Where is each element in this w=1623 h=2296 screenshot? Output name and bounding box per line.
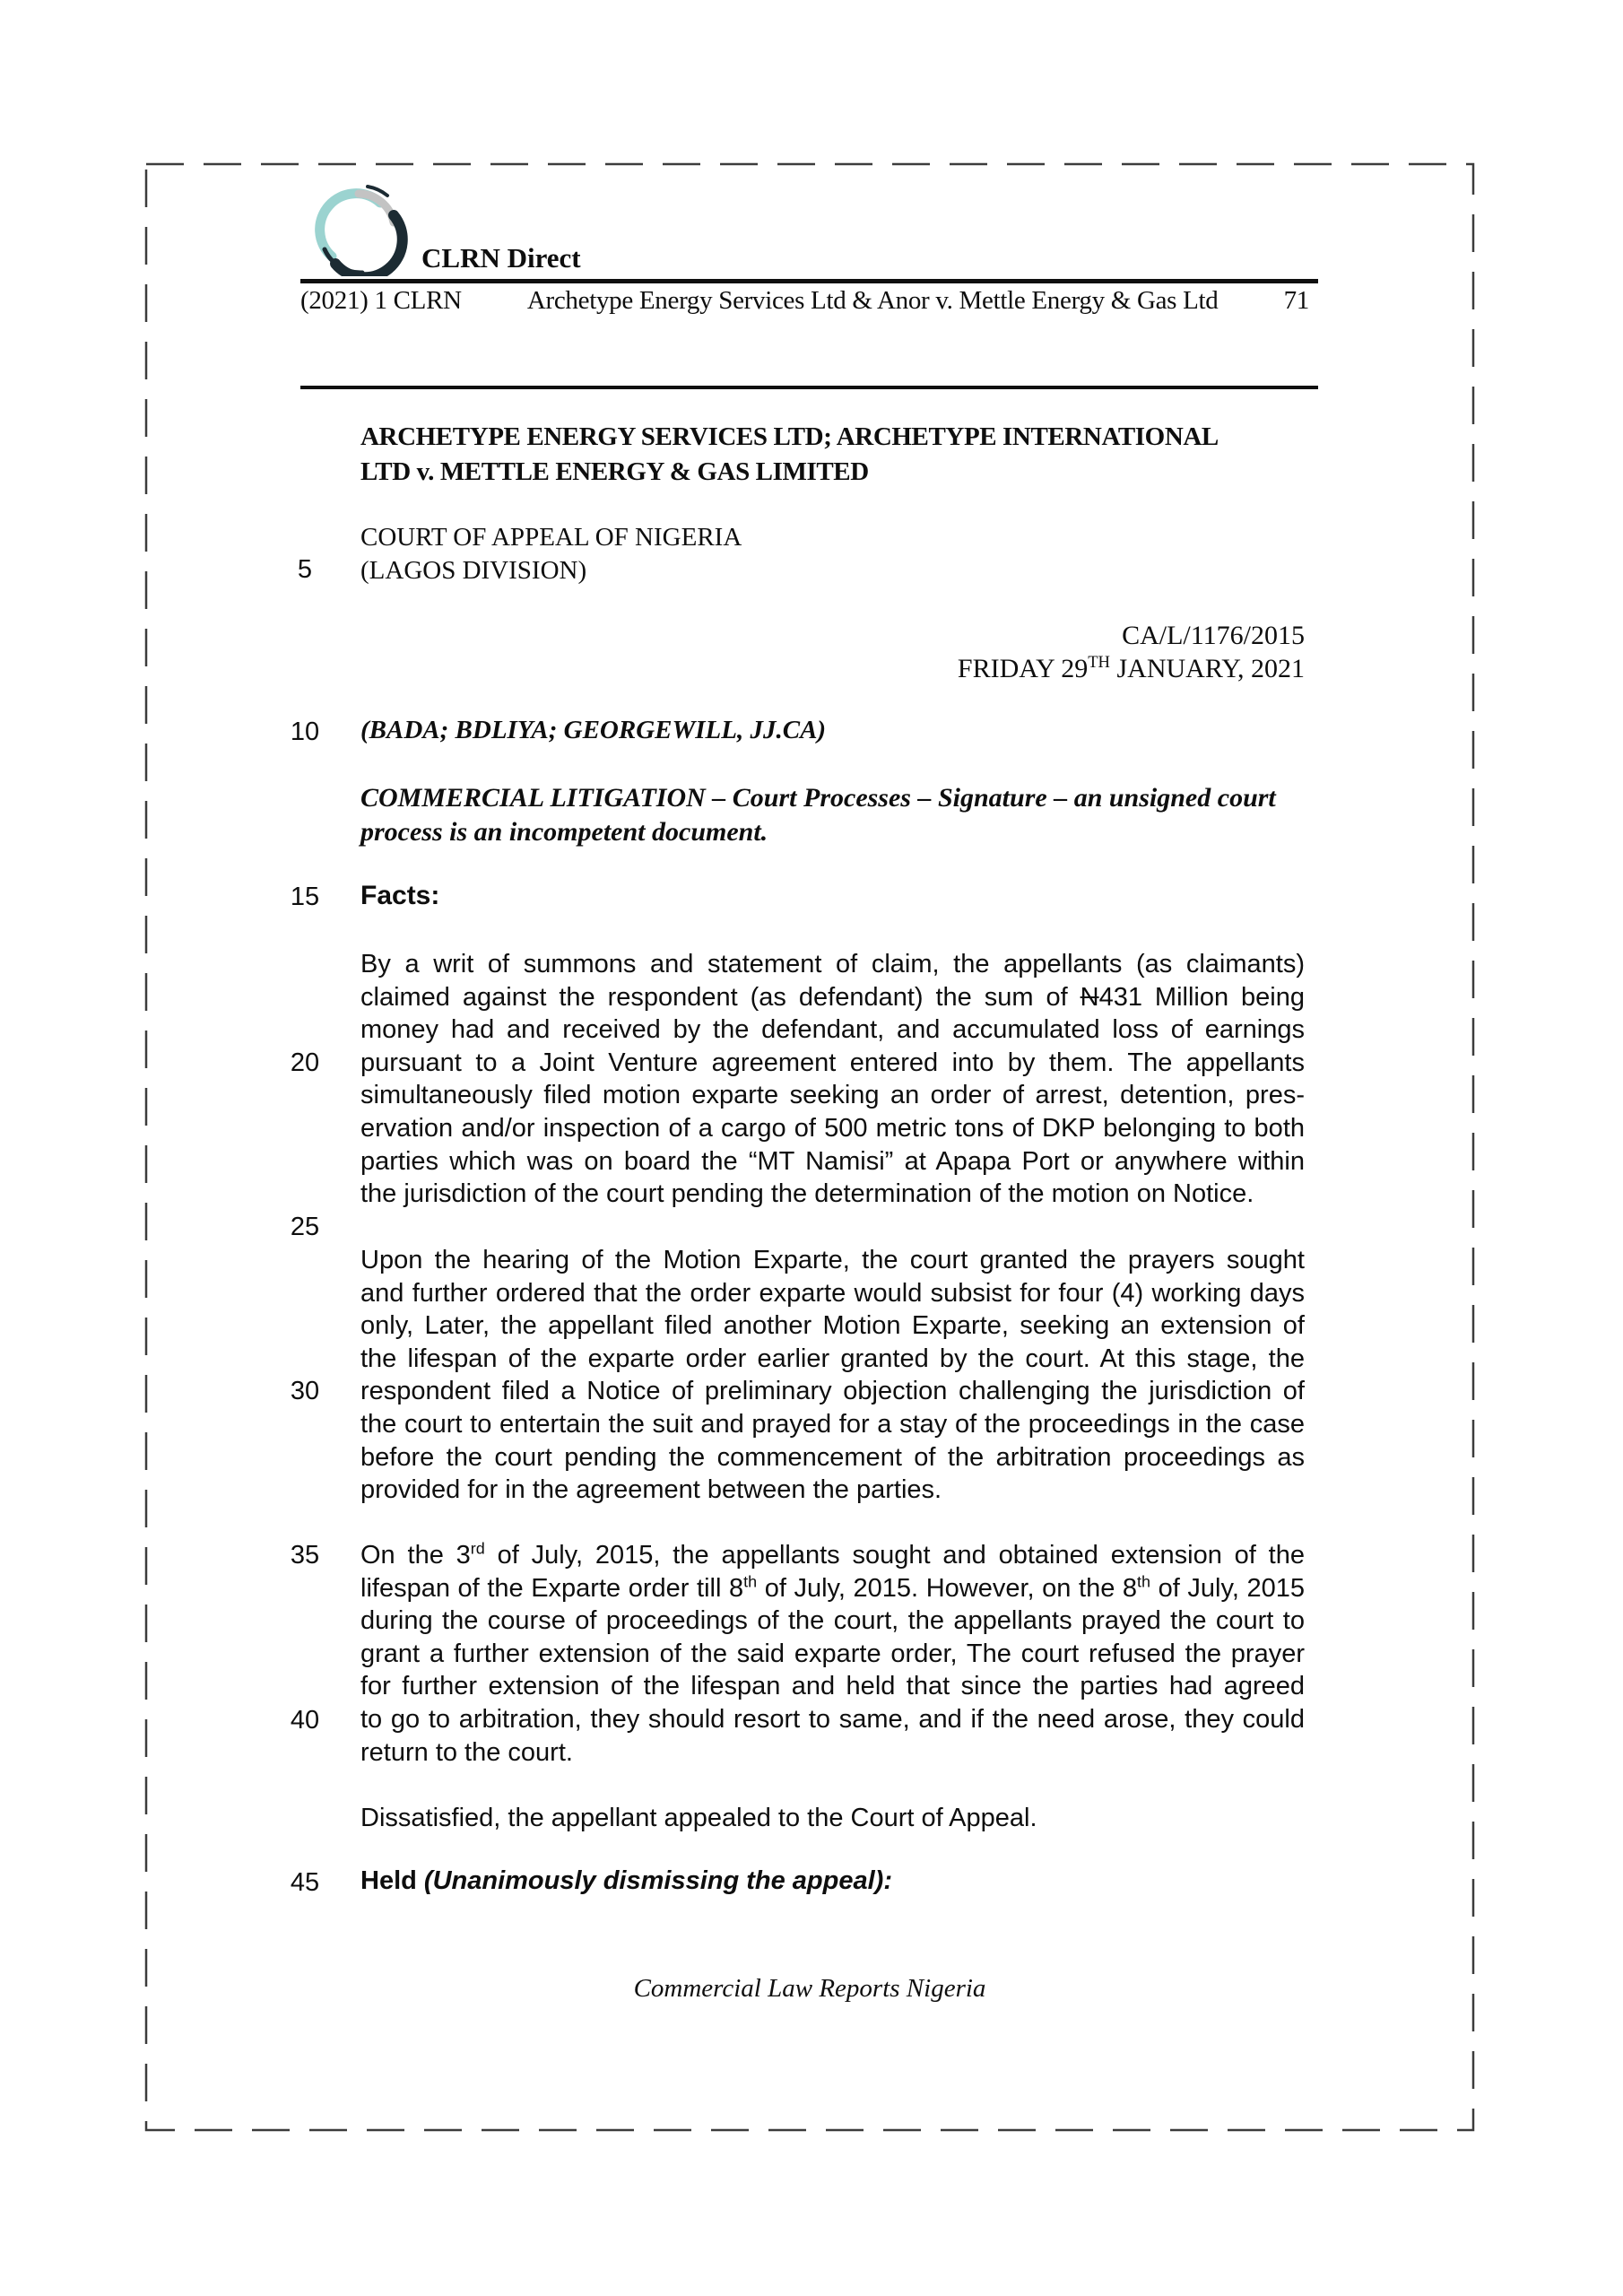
text-line: the lifespan of the exparte order earlier granted by the court. At this stage, the <box>360 1344 1305 1373</box>
line-number-10: 10 <box>290 718 320 746</box>
catchwords-line-2: process is an incompetent document. <box>360 817 768 847</box>
line-number-30: 30 <box>290 1377 320 1405</box>
line-number-45: 45 <box>290 1868 320 1897</box>
court-name: COURT OF APPEAL OF NIGERIA <box>360 523 742 552</box>
text-line: money had and received by the defendant, and accumulated loss of earnings <box>360 1015 1305 1045</box>
text-line: and further ordered that the order exparte would subsist for four (4) working days <box>360 1278 1305 1308</box>
text-line: lifespan of the Exparte order till 8th of July, 2015. However, on the 8th of July, 2015 <box>360 1571 1305 1603</box>
text-line: only, Later, the appellant filed another Motion Exparte, seeking an extension of <box>360 1311 1305 1341</box>
running-head <box>300 286 1309 316</box>
text-line: simultaneously filed motion exparte seeking an order of arrest, detention, pres- <box>360 1081 1305 1110</box>
running-case-title: Archetype Energy Services Ltd & Anor v. Mettle Energy & Gas Ltd <box>526 286 1219 315</box>
facts-paragraph-3 <box>360 1539 1305 1769</box>
brand-title: CLRN Direct <box>421 242 581 274</box>
catchwords-line-1: COMMERCIAL LITIGATION – Court Processes – Signature – an unsigned court <box>360 783 1276 813</box>
line-number-35: 35 <box>290 1541 320 1570</box>
court-division: (LAGOS DIVISION) <box>360 556 587 585</box>
held-line <box>360 1866 1305 1896</box>
case-reference-block <box>360 619 1305 685</box>
text-line: ervation and/or inspection of a cargo of 500 metric tons of DKP belonging to both <box>360 1113 1305 1143</box>
text-line: the court to entertain the suit and prayed for a stay of the proceedings in the case <box>360 1409 1305 1439</box>
facts-paragraph-2 <box>360 1244 1305 1507</box>
text-line: before the court pending the commencement of the arbitration proceedings as <box>360 1442 1305 1472</box>
text-line: parties which was on board the “MT Namisi” at Apapa Port or anywhere within <box>360 1146 1305 1176</box>
case-title <box>360 420 1305 490</box>
clrn-swirl-logo <box>305 179 414 276</box>
volume-citation: (2021) 1 CLRN <box>300 286 462 315</box>
catchwords <box>360 781 1305 849</box>
held-annotation: (Unanimously dismissing the appeal): <box>423 1866 892 1895</box>
text-line: pursuant to a Joint Venture agreement entered into by them. The appellants <box>360 1048 1305 1077</box>
line-number-20: 20 <box>290 1048 320 1077</box>
text-line: provided for in the agreement between the parties. <box>360 1475 942 1505</box>
text-line: Dissatisfied, the appellant appealed to the Court of Appeal. <box>360 1804 1037 1832</box>
text-line: On the 3rd of July, 2015, the appellants sought and obtained extension of the <box>360 1539 1305 1570</box>
line-number-40: 40 <box>290 1706 320 1735</box>
case-title-line-2: LTD v. METTLE ENERGY & GAS LIMITED <box>360 457 869 486</box>
decision-date: FRIDAY 29TH JANUARY, 2021 <box>957 653 1305 683</box>
line-number-25: 25 <box>290 1213 320 1241</box>
text-line: grant a further extension of the said exparte order, The court refused the prayer <box>360 1639 1305 1668</box>
text-line: the jurisdiction of the court pending the determination of the motion on Notice. <box>360 1179 1254 1209</box>
facts-paragraph-4 <box>360 1802 1305 1835</box>
text-line: to go to arbitration, they should resort to same, and if the need arose, they could <box>360 1704 1305 1734</box>
suit-number: CA/L/1176/2015 <box>1122 621 1305 650</box>
text-line: Upon the hearing of the Motion Exparte, the court granted the prayers sought <box>360 1246 1305 1274</box>
text-line: By a writ of summons and statement of claim, the appellants (as claimants) <box>360 950 1305 978</box>
line-number-5: 5 <box>297 555 313 584</box>
held-label: Held <box>360 1866 424 1895</box>
footer-imprint: Commercial Law Reports Nigeria <box>633 1974 986 2003</box>
court-block <box>360 521 1305 587</box>
judges-line: (BADA; BDLIYA; GEORGEWILL, JJ.CA) <box>360 716 827 744</box>
text-line: for further extension of the lifespan and held that since the parties had agreed <box>360 1672 1305 1701</box>
text-line: return to the court. <box>360 1737 573 1767</box>
text-line: claimed against the respondent (as defendant) the sum of N431 Million being <box>360 982 1305 1012</box>
facts-heading: Facts: <box>360 881 440 910</box>
text-line: during the course of proceedings of the court, the appellants prayed the court to <box>360 1606 1305 1636</box>
header-rule-bottom <box>300 386 1318 389</box>
page-number: 71 <box>1283 286 1309 315</box>
text-line: respondent filed a Notice of preliminary objection challenging the jurisdiction of <box>360 1377 1305 1406</box>
case-title-line-1: ARCHETYPE ENERGY SERVICES LTD; ARCHETYPE INTERNATIONAL <box>360 422 1219 451</box>
header-rule-top <box>300 279 1318 283</box>
facts-paragraph-1 <box>360 948 1305 1211</box>
line-number-15: 15 <box>290 883 320 911</box>
